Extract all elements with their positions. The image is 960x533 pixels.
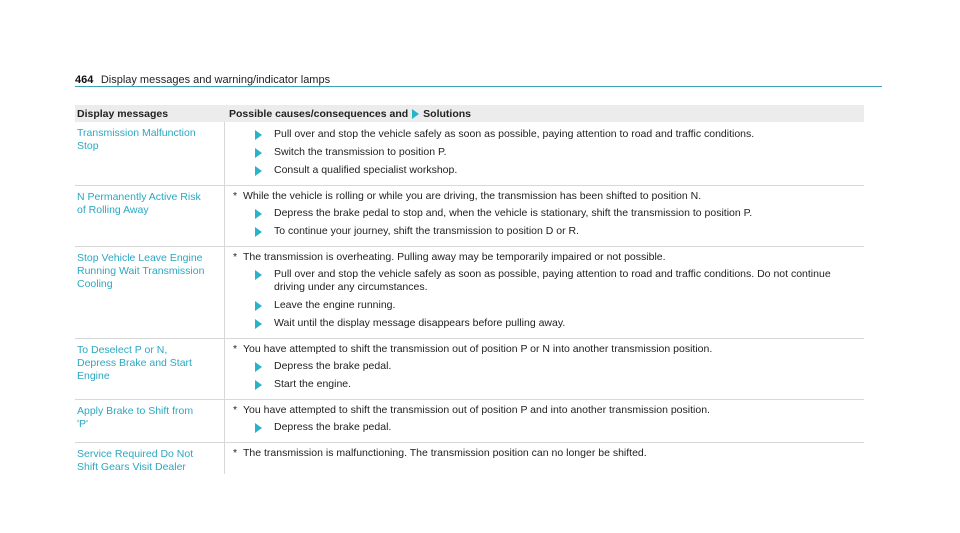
solution-step [255,128,864,141]
display-message: N Permanently Active Risk of Rolling Away [75,186,225,246]
triangle-right-icon [255,362,262,372]
solutions-cell [225,400,864,442]
asterisk-icon: * [233,447,238,459]
step-text: To continue your journey, shift the transmission to position D or R. [274,225,580,237]
triangle-right-icon [255,166,262,176]
table-row [75,400,864,443]
table-header [75,105,864,122]
asterisk-icon: * [233,343,238,355]
column-header-causes-label: Possible causes/consequences and [229,107,409,120]
asterisk-icon: * [233,190,238,202]
table-row [75,186,864,247]
table-row [75,247,864,339]
step-text: Depress the brake pedal. [274,360,392,372]
table-row [75,443,864,474]
step-text: Leave the engine running. [274,299,396,311]
display-message: Service Required Do Not Shift Gears Visit Dealer [75,443,225,474]
display-message: Apply Brake to Shift from 'P' [75,400,225,442]
step-text: Depress the brake pedal to stop and, when the vehicle is stationary, shift the transmission to position P. [274,207,753,219]
cause-text: You have attempted to shift the transmission out of position P or N into another transmission position. [243,343,713,355]
cause-text: The transmission is malfunctioning. The transmission position can no longer be shifted. [243,447,647,459]
cause-text: You have attempted to shift the transmission out of position P and into another transmission position. [243,404,710,416]
asterisk-icon: * [233,404,238,416]
page-number: 464 [75,74,94,86]
solutions-cell [225,247,864,338]
cause-note [233,447,864,460]
step-text: Depress the brake pedal. [274,421,392,433]
column-header-messages: Display messages [77,107,169,120]
triangle-right-icon [412,109,419,119]
column-header-solutions-label: Solutions [423,107,472,120]
triangle-right-icon [255,319,262,329]
triangle-right-icon [255,227,262,237]
display-message: To Deselect P or N, Depress Brake and Start Engine [75,339,225,399]
solutions-cell [225,186,864,246]
step-text: Start the engine. [274,378,352,390]
cause-note [233,404,864,417]
triangle-right-icon [255,130,262,140]
solution-step [255,207,864,220]
asterisk-icon: * [233,251,238,263]
page-title: Display messages and warning/indicator lamps [100,74,331,86]
triangle-right-icon [255,301,262,311]
cause-text: The transmission is overheating. Pulling away may be temporarily impaired or not possible. [243,251,666,263]
step-text: Pull over and stop the vehicle safely as soon as possible, paying attention to road and traffic conditions. [274,128,755,140]
solution-step [255,299,864,312]
solutions-cell [225,339,864,399]
step-text: Consult a qualified specialist workshop. [274,164,458,176]
step-text: Wait until the display message disappears before pulling away. [274,317,566,329]
table-body [75,122,864,474]
solution-step [255,268,864,294]
cause-text: While the vehicle is rolling or while you are driving, the transmission has been shifted to position N. [243,190,702,202]
table-row [75,122,864,186]
display-message: Transmission Malfunction Stop [75,122,225,185]
solution-step [255,378,864,391]
triangle-right-icon [255,423,262,433]
solution-step [255,360,864,373]
solutions-cell [225,443,864,474]
column-header-causes [229,108,864,120]
cause-note [233,190,864,203]
triangle-right-icon [255,148,262,158]
triangle-right-icon [255,270,262,280]
solution-step [255,421,864,434]
solution-step [255,317,864,330]
solution-step [255,225,864,238]
cause-note [233,343,864,356]
page-header [75,70,882,87]
table-row [75,339,864,400]
display-message: Stop Vehicle Leave Engine Running Wait Transmission Cooling [75,247,225,338]
step-text: Pull over and stop the vehicle safely as soon as possible, paying attention to road and traffic conditions. Do not continue driving under any circumstances. [274,268,831,293]
step-text: Switch the transmission to position P. [274,146,447,158]
cause-note [233,251,864,264]
solutions-cell [225,122,864,185]
triangle-right-icon [255,380,262,390]
triangle-right-icon [255,209,262,219]
messages-table [75,105,864,474]
solution-step [255,146,864,159]
solution-step [255,164,864,177]
